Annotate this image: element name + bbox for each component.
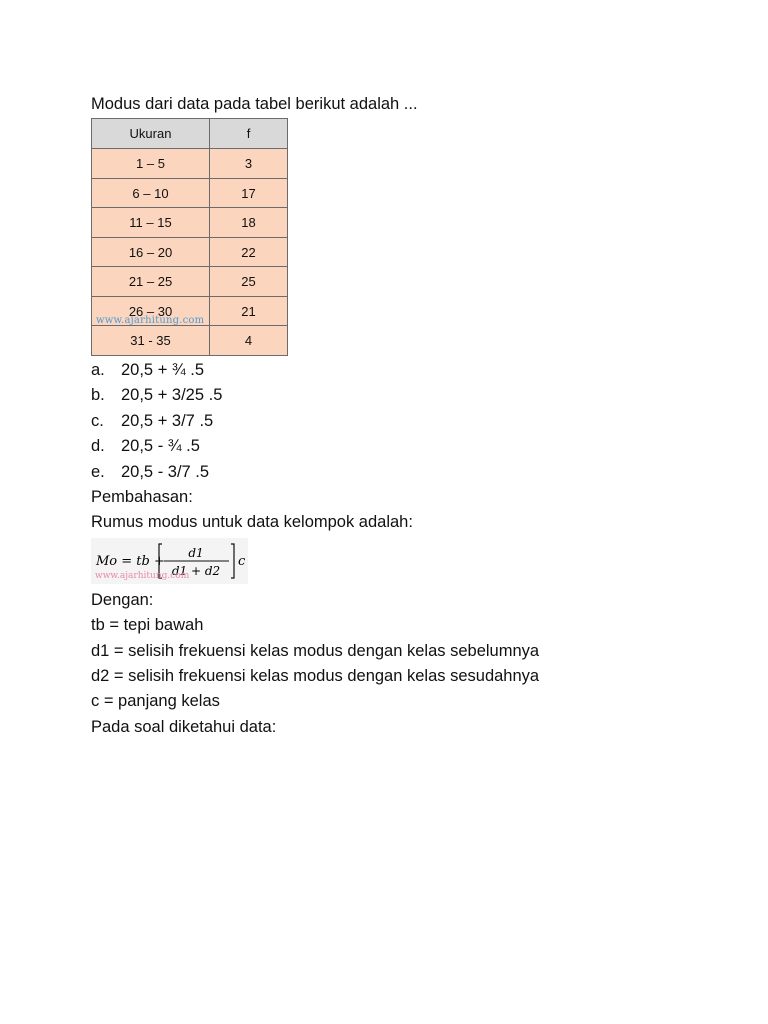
table-row <box>92 208 288 238</box>
header-f: f <box>210 119 288 149</box>
pembahasan-heading: Pembahasan: <box>91 487 193 506</box>
options-list <box>91 358 691 485</box>
table-row <box>92 326 288 356</box>
document-page <box>91 92 691 740</box>
cell-ukuran: 31 - 35 <box>92 326 210 356</box>
header-ukuran: Ukuran <box>92 119 210 149</box>
question-text: Modus dari data pada tabel berikut adalah ... <box>91 95 418 113</box>
definition-line: Dengan: <box>91 590 154 609</box>
table-watermark: www.ajarhitung.com <box>96 315 205 327</box>
option-text: 20,5 - 3/7 .5 <box>121 462 210 481</box>
option-e <box>91 460 691 485</box>
formula-suffix: c <box>238 553 246 569</box>
cell-ukuran: 21 – 25 <box>92 267 210 297</box>
cell-ukuran: 6 – 10 <box>92 178 210 208</box>
table-header-row <box>92 119 288 149</box>
cell-f: 25 <box>210 267 288 297</box>
option-text: 20,5 - ¾ .5 <box>121 437 200 456</box>
table-row <box>92 267 288 297</box>
cell-f: 3 <box>210 149 288 179</box>
frequency-table-wrapper <box>91 118 288 356</box>
mode-formula <box>91 538 248 584</box>
formula-watermark: www.ajarhitung.com <box>95 570 190 581</box>
option-b <box>91 383 691 408</box>
table-row <box>92 149 288 179</box>
option-a <box>91 358 691 383</box>
definition-line: d2 = selisih frekuensi kelas modus dengan kelas sesudahnya <box>91 666 540 685</box>
option-letter: a. <box>91 360 105 379</box>
cell-f: 17 <box>210 178 288 208</box>
option-letter: b. <box>91 386 105 405</box>
cell-f: 21 <box>210 296 288 326</box>
cell-f: 18 <box>210 208 288 238</box>
definition-line: Pada soal diketahui data: <box>91 717 277 736</box>
formula-denominator: d1 + d2 <box>171 563 221 578</box>
cell-f: 22 <box>210 237 288 267</box>
definition-line: tb = tepi bawah <box>91 616 204 635</box>
definition-line: c = panjang kelas <box>91 692 220 711</box>
rumus-intro: Rumus modus untuk data kelompok adalah: <box>91 513 413 532</box>
option-text: 20,5 + 3/7 .5 <box>121 411 214 430</box>
option-letter: d. <box>91 437 105 456</box>
option-letter: c. <box>91 411 104 430</box>
cell-ukuran: 1 – 5 <box>92 149 210 179</box>
definition-line: d1 = selisih frekuensi kelas modus dengan kelas sebelumnya <box>91 641 540 660</box>
cell-ukuran: 11 – 15 <box>92 208 210 238</box>
option-text: 20,5 + ¾ .5 <box>121 360 205 379</box>
cell-ukuran: 16 – 20 <box>92 237 210 267</box>
option-d <box>91 434 691 459</box>
formula-lhs: Mo = tb + <box>96 553 165 569</box>
table-row <box>92 178 288 208</box>
cell-f: 4 <box>210 326 288 356</box>
option-text: 20,5 + 3/25 .5 <box>121 386 223 405</box>
option-c <box>91 409 691 434</box>
table-row <box>92 237 288 267</box>
formula-numerator: d1 <box>188 545 204 560</box>
option-letter: e. <box>91 462 105 481</box>
right-bracket-icon <box>231 544 234 578</box>
cell-ukuran: 26 – 30 <box>92 296 210 326</box>
